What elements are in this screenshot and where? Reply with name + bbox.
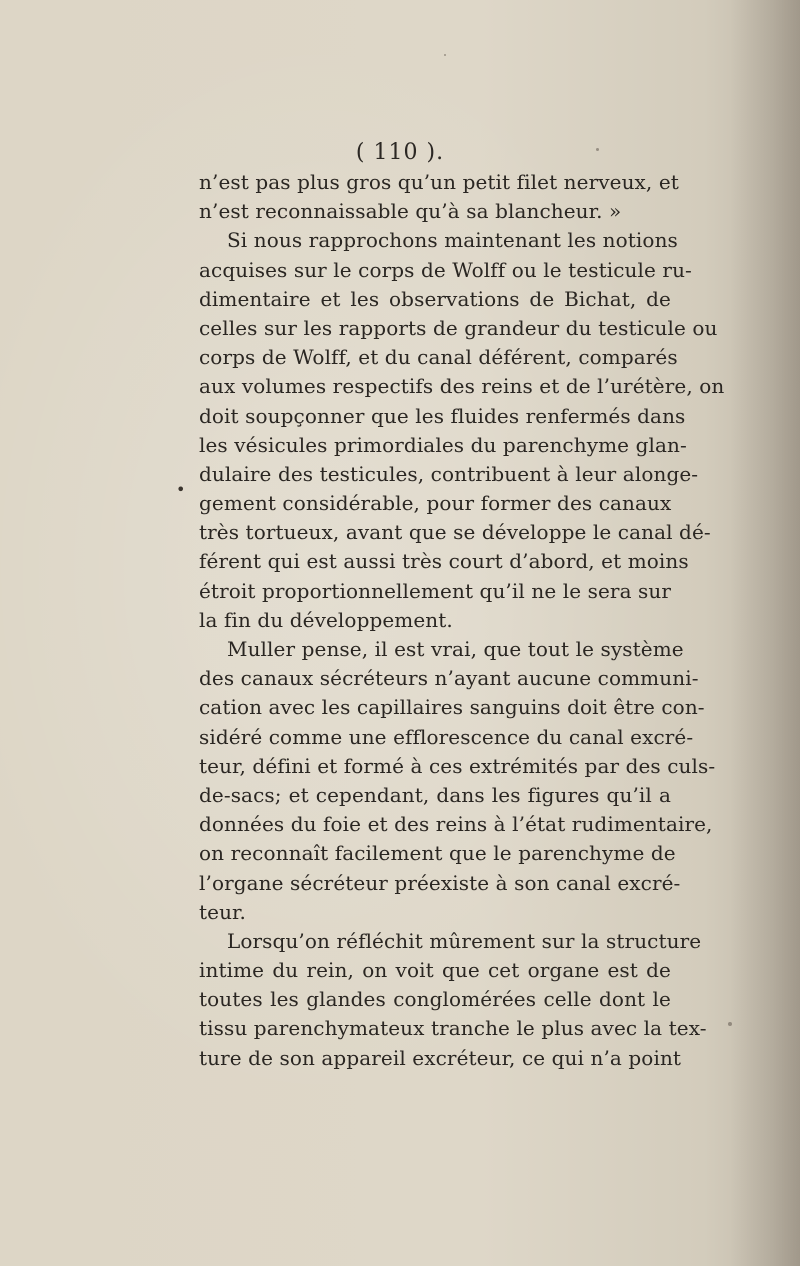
text-line: Lorsqu’on réfléchit mûrement sur la structure xyxy=(227,928,702,953)
text-line: dimentaire et les observations de Bichat, de xyxy=(199,286,671,311)
text-line: n’est pas plus gros qu’un petit filet nerveux, et xyxy=(199,170,679,194)
text-line: celles sur les rapports de grandeur du testicule ou xyxy=(199,315,718,340)
text-line: férent qui est aussi très court d’abord, et moins xyxy=(199,549,689,574)
text-line: teur, défini et formé à ces extrémités par des culs- xyxy=(199,753,716,778)
text-line: Si nous rapprochons maintenant les notions xyxy=(227,228,678,253)
text-line: n’est reconnaissable qu’à sa blancheur. » xyxy=(199,199,622,224)
paper-speck xyxy=(728,1022,732,1026)
text-line: intime du rein, on voit que cet organe est de xyxy=(199,958,671,983)
text-line: dulaire des testicules, contribuent à leur alonge- xyxy=(199,461,699,486)
text-line: gement considérable, pour former des canaux xyxy=(199,491,672,516)
text-line: étroit proportionnellement qu’il ne le sera sur xyxy=(199,578,672,603)
text-line: Muller pense, il est vrai, que tout le système xyxy=(227,637,684,661)
text-line: toutes les glandes conglomérées celle dont le xyxy=(199,987,671,1012)
text-line: sidéré comme une efflorescence du canal excré- xyxy=(199,724,694,749)
text-line: données du foie et des reins à l’état rudimentaire, xyxy=(199,812,713,837)
page-number: ( 110 ). xyxy=(355,140,445,165)
text-line: aux volumes respectifs des reins et de l’urétère, on xyxy=(199,374,725,399)
text-line: la fin du développement. xyxy=(199,607,453,632)
paper-speck xyxy=(596,148,599,151)
text-line: acquises sur le corps de Wolff ou le testicule ru- xyxy=(199,257,692,282)
page-edge-shadow xyxy=(730,0,800,1266)
text-line: des canaux sécréteurs n’ayant aucune communi- xyxy=(199,666,699,691)
paper-speck xyxy=(444,54,446,56)
text-line: très tortueux, avant que se développe le canal dé- xyxy=(199,520,711,545)
text-line: corps de Wolff, et du canal déférent, comparés xyxy=(199,345,678,370)
text-line: on reconnaît facilement que le parenchyme de xyxy=(199,841,676,866)
text-line: ture de son appareil excréteur, ce qui n’a point xyxy=(199,1045,682,1070)
text-line: l’organe sécréteur préexiste à son canal excré- xyxy=(199,870,681,895)
text-line: de-sacs; et cependant, dans les figures qu’il a xyxy=(199,782,671,807)
body-text xyxy=(199,168,725,1073)
text-line: doit soupçonner que les fluides renfermés dans xyxy=(199,403,686,428)
margin-mark: • xyxy=(176,480,186,499)
text-line: tissu parenchymateux tranche le plus avec la tex- xyxy=(199,1016,707,1041)
text-line: teur. xyxy=(199,899,246,924)
text-line: cation avec les capillaires sanguins doit être con- xyxy=(199,695,705,720)
text-line: les vésicules primordiales du parenchyme glan- xyxy=(199,432,687,457)
